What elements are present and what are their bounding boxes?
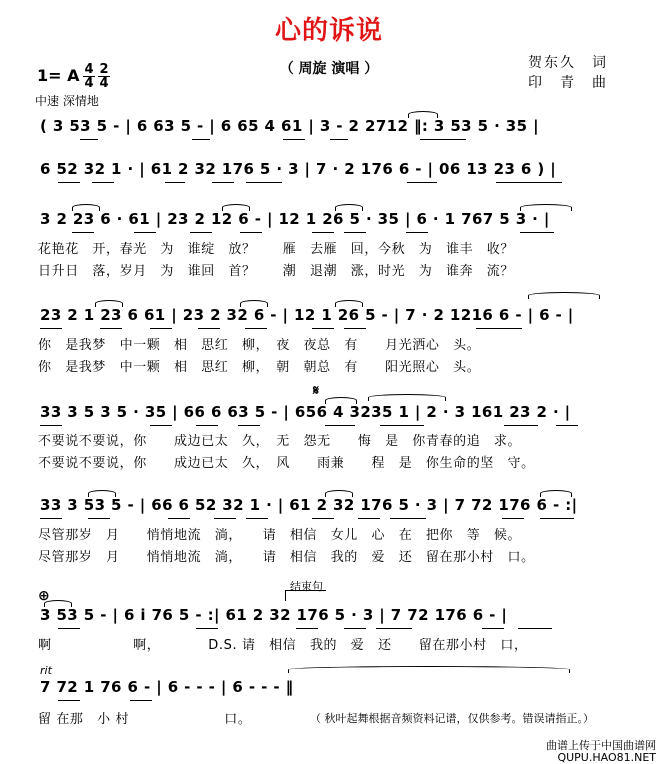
row-3-lyrics-verse-2: 日升日 落，岁月 为 谁回 首？ 潮 退潮 涨，时光 为 谁奔 流？	[38, 264, 515, 279]
composer-credit: 印 青 曲	[528, 75, 608, 91]
row-5-lyrics-verse-1: 不要说不要说，你 成边已太 久， 无 怨无 悔 是 你青春的追 求。	[38, 434, 522, 449]
row-7-lyrics: 啊 啊， D.S. 请 相信 我的 爱 还 留在那小村 口，	[38, 638, 528, 653]
score-row-8-notes: 7 72 1 76 6 - | 6 - - - | 6 - - - ‖	[40, 678, 294, 696]
row-6-lyrics-verse-1: 尽管那岁 月 悄悄地流 淌， 请 相信 女儿 心 在 把你 等 候。	[38, 528, 522, 543]
row-4-lyrics-verse-1: 你 是我梦 中一颗 相 思红 柳， 夜 夜总 有 月光洒心 头。	[38, 338, 481, 353]
row-8-lyrics: 留 在那 小 村 口。	[38, 712, 252, 727]
ending-bracket	[285, 590, 326, 601]
time-signature-2: 2 4	[99, 62, 109, 91]
score-row-7-notes: 3 53 5 - | 6 i 76 5 - :| 61 2 32 176 5 · 3 | 7 72 176 6 - |	[40, 606, 508, 624]
ending-label: 结束句	[290, 580, 323, 593]
row-3-lyrics-verse-1: 花艳花 开，春光 为 谁绽 放？ 雁 去雁 回，今秋 为 谁丰 收？	[38, 242, 515, 257]
segno-sign: 𝄋	[313, 383, 320, 399]
score-row-1-notes: ( 3 53 5 - | 6 63 5 - | 6 65 4 61 | 3 - 2 2712 ‖: 3 53 5 · 35 |	[40, 117, 539, 135]
coda-sign: ⊕	[38, 588, 50, 604]
row-6-lyrics-verse-2: 尽管那岁 月 悄悄地流 淌， 请 相信 我的 爱 还 留在那小村 口。	[38, 550, 535, 565]
score-row-6-notes: 33 3 53 5 - | 66 6 52 32 1 · | 61 2 32 176 5 · 3 | 7 72 176 6 - :|	[40, 496, 578, 514]
lyricist-credit: 贺东久 词	[528, 55, 608, 71]
score-row-4-notes: 23 2 1 23 6 61 | 23 2 32 6 - | 12 1 26 5 - | 7 · 2 1216 6 - | 6 - |	[40, 306, 574, 324]
song-title: 心的诉说	[274, 16, 383, 46]
row-4-lyrics-verse-2: 你 是我梦 中一颗 相 思红 柳， 朝 朝总 有 阳光照心 头。	[38, 360, 481, 375]
site-watermark: 曲谱上传于中国曲谱网 QUPU.HAO81.NET	[546, 739, 656, 764]
tempo-marking: 中速 深情地	[35, 94, 99, 108]
transcription-note: （ 秋叶起舞根据音频资料记谱，仅供参考。错误请指正。）	[310, 712, 594, 725]
row-5-lyrics-verse-2: 不要说不要说，你 成边已太 久， 风 雨兼 程 是 你生命的坚 守。	[38, 456, 535, 471]
score-row-3-notes: 3 2 23 6 · 61 | 23 2 12 6 - | 12 1 26 5 · 35 | 6 · 1 767 5 3 · |	[40, 210, 550, 228]
ritardando-mark: rit	[40, 664, 52, 677]
time-signature-1: 4 4	[84, 62, 94, 91]
key-signature: 1= A	[37, 66, 80, 85]
score-row-2-notes: 6 52 32 1 · | 61 2 32 176 5 · 3 | 7 · 2 176 6 - | 06 13 23 6 ) |	[40, 160, 557, 178]
performer: （ 周旋 演唱 ）	[279, 61, 379, 77]
score-row-5-notes: 33 3 5 3 5 · 35 | 66 6 63 5 - | 656 4 3235 1 | 2 · 3 161 23 2 · |	[40, 403, 571, 421]
